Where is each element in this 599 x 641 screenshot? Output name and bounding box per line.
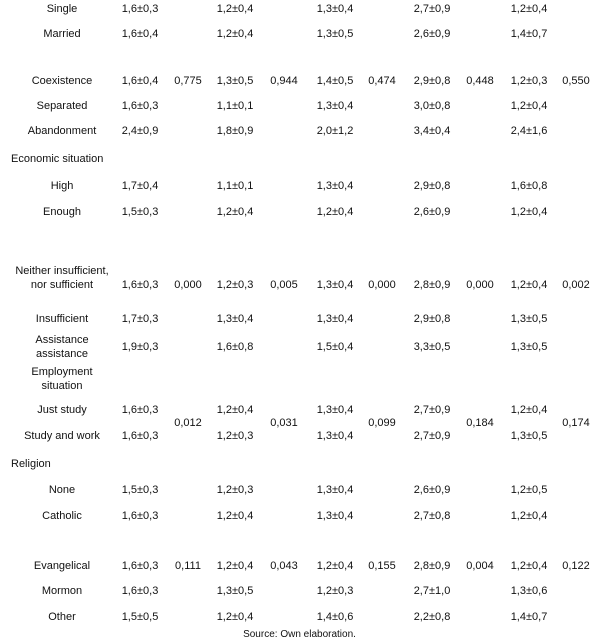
mean-sd-value: 1,3±0,4	[316, 430, 354, 442]
mean-sd-value: 2,4±0,9	[121, 125, 159, 137]
mean-sd-value: 1,2±0,4	[510, 3, 548, 15]
mean-sd-value: 1,2±0,4	[216, 560, 254, 572]
mean-sd-value: 1,6±0,3	[121, 430, 159, 442]
mean-sd-value: 1,3±0,4	[316, 180, 354, 192]
mean-sd-value: 1,2±0,4	[510, 510, 548, 522]
mean-sd-value: 1,4±0,7	[510, 611, 548, 623]
mean-sd-value: 1,9±0,3	[121, 341, 159, 353]
mean-sd-value: 1,2±0,4	[216, 3, 254, 15]
mean-sd-value: 1,2±0,4	[510, 206, 548, 218]
mean-sd-value: 1,3±0,4	[316, 484, 354, 496]
p-value: 0,111	[175, 560, 201, 572]
mean-sd-value: 2,7±0,9	[413, 404, 451, 416]
row-label: Insufficient	[35, 313, 89, 325]
mean-sd-value: 1,6±0,3	[121, 100, 159, 112]
mean-sd-value: 1,2±0,4	[510, 279, 548, 291]
row-label: Assistance assistance	[35, 334, 89, 360]
row-label: Evangelical	[33, 560, 91, 572]
row-label: Just study	[37, 404, 87, 416]
mean-sd-value: 2,9±0,8	[413, 313, 451, 325]
mean-sd-value: 1,3±0,4	[316, 279, 354, 291]
mean-sd-value: 1,2±0,4	[316, 206, 354, 218]
mean-sd-value: 1,3±0,5	[216, 585, 254, 597]
section-heading: Religion	[11, 458, 51, 470]
row-label: Single	[46, 3, 78, 15]
mean-sd-value: 1,6±0,3	[121, 510, 159, 522]
p-value: 0,775	[174, 75, 202, 87]
mean-sd-value: 2,7±1,0	[413, 585, 451, 597]
mean-sd-value: 1,2±0,4	[216, 404, 254, 416]
mean-sd-value: 1,5±0,3	[121, 484, 159, 496]
mean-sd-value: 1,6±0,4	[121, 75, 159, 87]
p-value: 0,000	[368, 279, 396, 291]
p-value: 0,474	[368, 75, 396, 87]
mean-sd-value: 1,6±0,8	[510, 180, 548, 192]
mean-sd-value: 1,3±0,4	[316, 404, 354, 416]
mean-sd-value: 1,5±0,5	[121, 611, 159, 623]
mean-sd-value: 1,1±0,1	[216, 180, 254, 192]
mean-sd-value: 2,6±0,9	[413, 206, 451, 218]
p-value: 0,005	[270, 279, 298, 291]
p-value: 0,002	[562, 279, 590, 291]
mean-sd-value: 1,2±0,4	[216, 28, 254, 40]
mean-sd-value: 1,2±0,3	[510, 75, 548, 87]
row-label: Study and work	[24, 430, 100, 442]
mean-sd-value: 2,4±1,6	[510, 125, 548, 137]
mean-sd-value: 1,2±0,4	[216, 510, 254, 522]
row-label: Abandonment	[27, 125, 97, 137]
mean-sd-value: 1,6±0,3	[121, 279, 159, 291]
p-value: 0,174	[562, 417, 590, 429]
mean-sd-value: 2,0±1,2	[316, 125, 354, 137]
mean-sd-value: 2,7±0,9	[413, 430, 451, 442]
mean-sd-value: 1,3±0,4	[316, 313, 354, 325]
mean-sd-value: 3,4±0,4	[413, 125, 451, 137]
mean-sd-value: 1,2±0,3	[316, 585, 354, 597]
mean-sd-value: 2,6±0,9	[413, 484, 451, 496]
mean-sd-value: 1,2±0,3	[216, 430, 254, 442]
mean-sd-value: 1,7±0,3	[121, 313, 159, 325]
row-label: Catholic	[42, 510, 82, 522]
mean-sd-value: 1,7±0,4	[121, 180, 159, 192]
row-label: Coexistence	[31, 75, 93, 87]
mean-sd-value: 2,7±0,8	[413, 510, 451, 522]
mean-sd-value: 2,8±0,9	[413, 279, 451, 291]
mean-sd-value: 1,6±0,4	[121, 28, 159, 40]
row-label: Mormon	[41, 585, 83, 597]
mean-sd-value: 2,6±0,9	[413, 28, 451, 40]
row-label: Neither insufficient, nor sufficient	[15, 265, 109, 291]
mean-sd-value: 2,8±0,9	[413, 560, 451, 572]
mean-sd-value: 1,2±0,4	[316, 560, 354, 572]
mean-sd-value: 1,2±0,4	[216, 611, 254, 623]
mean-sd-value: 1,4±0,5	[316, 75, 354, 87]
mean-sd-value: 1,6±0,3	[121, 404, 159, 416]
p-value: 0,155	[368, 560, 396, 572]
mean-sd-value: 1,3±0,5	[216, 75, 254, 87]
row-label: Other	[48, 611, 76, 623]
mean-sd-value: 1,3±0,5	[510, 430, 548, 442]
p-value: 0,184	[466, 417, 494, 429]
mean-sd-value: 1,3±0,6	[510, 585, 548, 597]
source-note: Source: Own elaboration.	[243, 629, 356, 640]
p-value: 0,012	[174, 417, 202, 429]
mean-sd-value: 1,6±0,3	[121, 3, 159, 15]
mean-sd-value: 1,2±0,4	[510, 560, 548, 572]
p-value: 0,448	[466, 75, 494, 87]
p-value: 0,043	[270, 560, 298, 572]
mean-sd-value: 1,2±0,3	[216, 279, 254, 291]
mean-sd-value: 1,8±0,9	[216, 125, 254, 137]
mean-sd-value: 1,6±0,3	[121, 585, 159, 597]
row-label: Separated	[36, 100, 88, 112]
mean-sd-value: 1,2±0,4	[216, 206, 254, 218]
mean-sd-value: 1,2±0,4	[510, 100, 548, 112]
p-value: 0,099	[368, 417, 396, 429]
section-heading: Economic situation	[11, 153, 104, 165]
mean-sd-value: 1,4±0,6	[316, 611, 354, 623]
p-value: 0,000	[174, 279, 202, 291]
mean-sd-value: 1,5±0,4	[316, 341, 354, 353]
mean-sd-value: 1,3±0,4	[316, 510, 354, 522]
mean-sd-value: 1,6±0,8	[216, 341, 254, 353]
mean-sd-value: 1,4±0,7	[510, 28, 548, 40]
mean-sd-value: 1,3±0,5	[316, 28, 354, 40]
mean-sd-value: 3,0±0,8	[413, 100, 451, 112]
mean-sd-value: 1,2±0,4	[510, 404, 548, 416]
row-label: Employment situation	[31, 366, 93, 392]
p-value: 0,550	[562, 75, 590, 87]
mean-sd-value: 1,3±0,4	[316, 3, 354, 15]
mean-sd-value: 2,9±0,8	[413, 180, 451, 192]
mean-sd-value: 1,3±0,5	[510, 313, 548, 325]
mean-sd-value: 1,3±0,5	[510, 341, 548, 353]
mean-sd-value: 2,7±0,9	[413, 3, 451, 15]
mean-sd-value: 1,2±0,5	[510, 484, 548, 496]
p-value: 0,000	[466, 279, 494, 291]
mean-sd-value: 2,2±0,8	[413, 611, 451, 623]
row-label: High	[50, 180, 74, 192]
mean-sd-value: 1,1±0,1	[216, 100, 254, 112]
mean-sd-value: 1,3±0,4	[216, 313, 254, 325]
row-label: Married	[43, 28, 81, 40]
mean-sd-value: 1,6±0,3	[121, 560, 159, 572]
mean-sd-value: 3,3±0,5	[413, 341, 451, 353]
p-value: 0,122	[562, 560, 590, 572]
mean-sd-value: 1,2±0,3	[216, 484, 254, 496]
mean-sd-value: 1,5±0,3	[121, 206, 159, 218]
p-value: 0,944	[270, 75, 298, 87]
mean-sd-value: 2,9±0,8	[413, 75, 451, 87]
row-label: Enough	[43, 206, 81, 218]
row-label: None	[48, 484, 76, 496]
mean-sd-value: 1,3±0,4	[316, 100, 354, 112]
p-value: 0,031	[270, 417, 298, 429]
p-value: 0,004	[466, 560, 494, 572]
